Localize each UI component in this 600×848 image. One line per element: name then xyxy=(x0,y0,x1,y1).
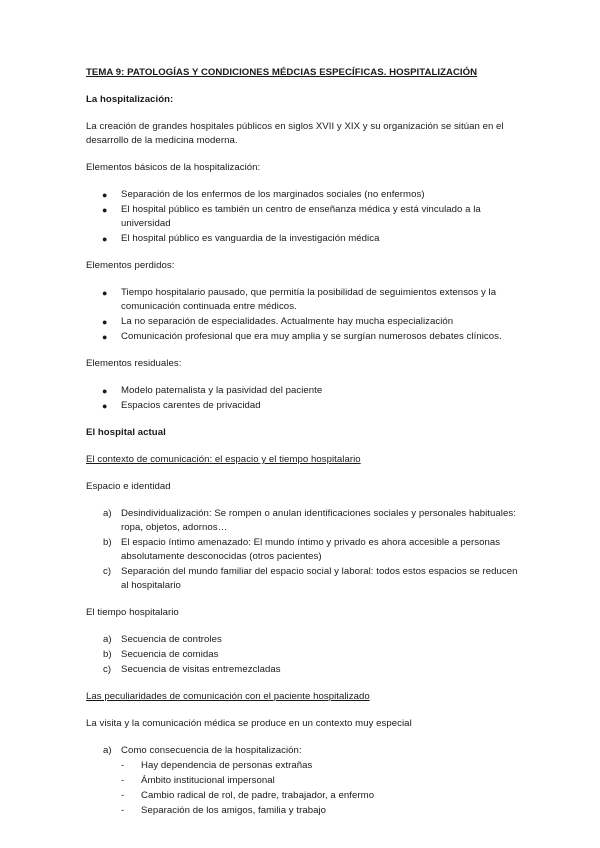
list-item: - Separación de los amigos, familia y trabajo xyxy=(121,805,327,816)
document-title: TEMA 9: PATOLOGÍAS Y CONDICIONES MÉDCIAS ESPECÍFICAS. HOSPITALIZACIÓN xyxy=(86,67,478,78)
peculiarities-heading: Las peculiaridades de comunicación con el paciente hospitalizado xyxy=(86,691,370,702)
list-item: a) Desindividualización: Se rompen o anulan identificaciones sociales y personales habituales: ropa, objetos, adornos… xyxy=(103,508,516,533)
list-item: ● El hospital público es también un centro de enseñanza médica y está vinculado a la universidad xyxy=(102,204,481,229)
basic-elements-list xyxy=(86,188,520,246)
bullet-icon: ● xyxy=(102,401,108,411)
bullet-icon: ● xyxy=(102,205,108,215)
residual-elements-list xyxy=(86,384,520,413)
list-item: ● Tiempo hospitalario pausado, que permitía la posibilidad de seguimientos extensos y la comunicación continuada entre médicos. xyxy=(102,287,497,312)
list-item: a) Secuencia de controles xyxy=(103,634,222,645)
list-item: ● Comunicación profesional que era muy amplia y se surgían numerosos debates clínicos. xyxy=(102,331,502,342)
intro-paragraph: La creación de grandes hospitales públicos en siglos XVII y XIX y su organización se sitúan en el desarrollo de la medicina moderna. xyxy=(86,121,504,146)
list-item: - Ámbito institucional impersonal xyxy=(121,775,275,786)
list-item: ● Separación de los enfermos de los marginados sociales (no enfermos) xyxy=(102,189,425,200)
section-heading-hospital-actual: El hospital actual xyxy=(86,427,166,438)
bullet-icon: ● xyxy=(102,386,108,396)
hospital-time-list xyxy=(86,633,520,677)
basic-elements-heading: Elementos básicos de la hospitalización: xyxy=(86,162,261,173)
space-identity-list xyxy=(86,507,520,593)
lost-elements-list xyxy=(86,286,520,344)
list-item: - Hay dependencia de personas extrañas xyxy=(121,760,313,771)
context-heading: El contexto de comunicación: el espacio y el tiempo hospitalario xyxy=(86,454,361,465)
space-identity-heading: Espacio e identidad xyxy=(86,481,171,492)
list-item: ● El hospital público es vanguardia de la investigación médica xyxy=(102,233,380,244)
visit-paragraph: La visita y la comunicación médica se produce en un contexto muy especial xyxy=(86,718,412,729)
list-item: b) El espacio íntimo amenazado: El mundo íntimo y privado es ahora accesible a personas absolutamente desconocidas (otros pacientes) xyxy=(103,537,501,562)
hospital-time-heading: El tiempo hospitalario xyxy=(86,607,179,618)
bullet-icon: ● xyxy=(102,288,108,298)
consequence-sublist xyxy=(86,759,520,818)
list-item: c) Secuencia de visitas entremezcladas xyxy=(103,664,281,675)
lost-elements-heading: Elementos perdidos: xyxy=(86,260,175,271)
bullet-icon: ● xyxy=(102,234,108,244)
list-item: ● Espacios carentes de privacidad xyxy=(102,400,261,411)
list-item: - Cambio radical de rol, de padre, trabajador, a enfermo xyxy=(121,790,375,801)
bullet-icon: ● xyxy=(102,332,108,342)
list-item: a) Como consecuencia de la hospitalización: xyxy=(103,745,302,756)
bullet-icon: ● xyxy=(102,317,108,327)
bullet-icon: ● xyxy=(102,190,108,200)
list-item: ● La no separación de especialidades. Actualmente hay mucha especialización xyxy=(102,316,454,327)
residual-elements-heading: Elementos residuales: xyxy=(86,358,182,369)
list-item: ● Modelo paternalista y la pasividad del paciente xyxy=(102,385,323,396)
list-item: c) Separación del mundo familiar del espacio social y laboral: todos estos espacios se reducen al hospitalario xyxy=(103,566,518,591)
list-item: b) Secuencia de comidas xyxy=(103,649,219,660)
consequence-list xyxy=(86,744,520,758)
section-heading-hospitalizacion: La hospitalización: xyxy=(86,94,174,105)
